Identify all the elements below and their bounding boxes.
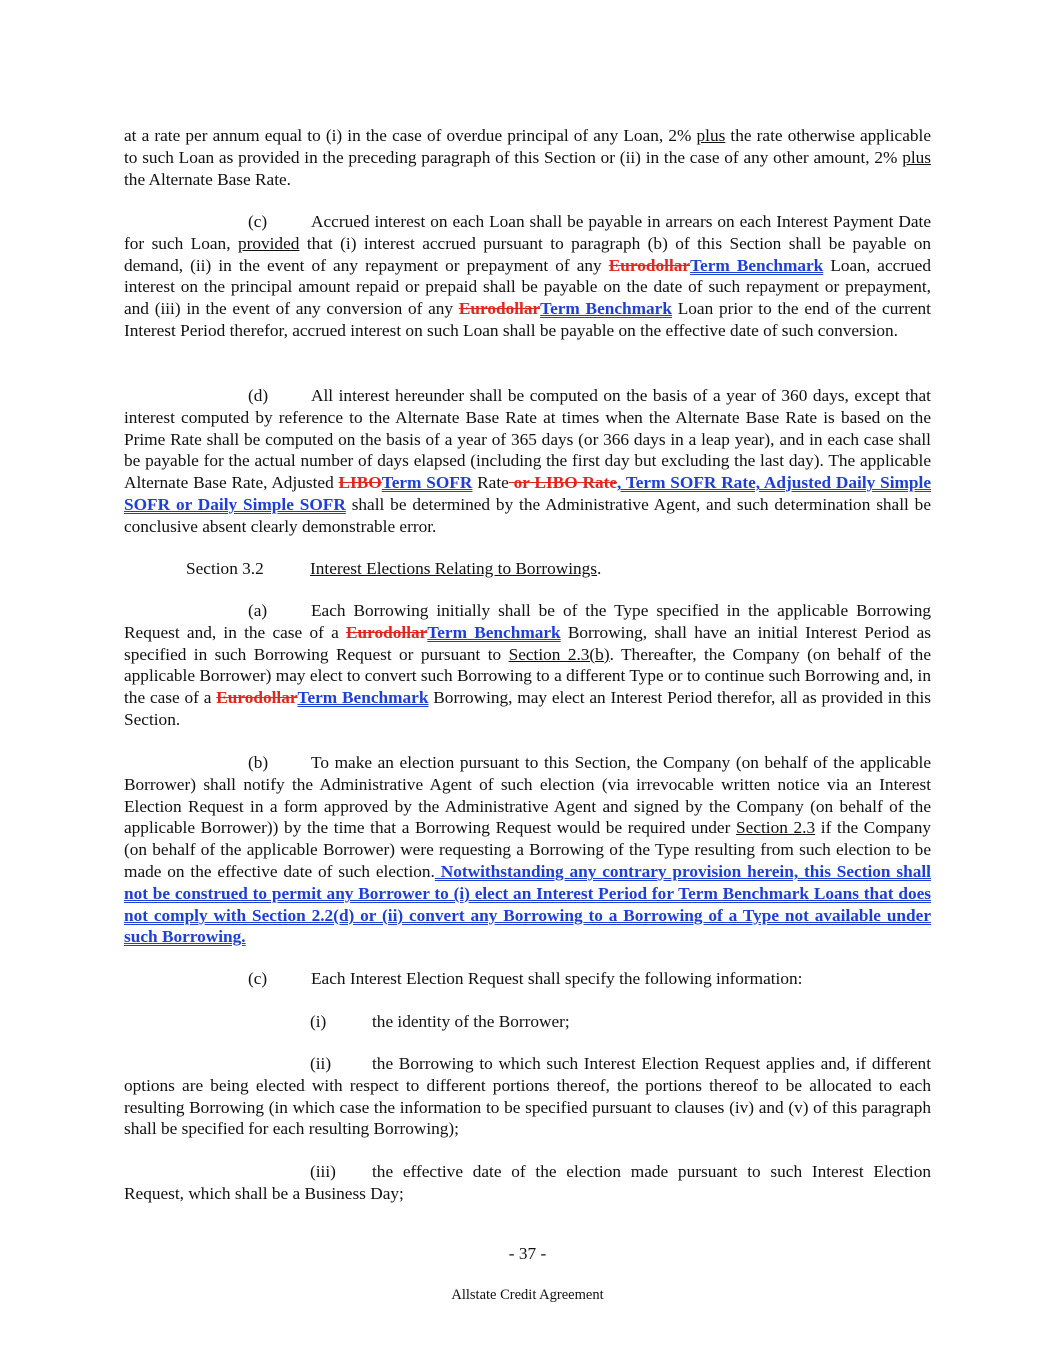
section-reference: Section 2.3 [736,818,816,838]
deleted-text: LIBO [338,473,382,493]
clause-label: (c) [248,969,268,988]
text: Each Interest Election Request shall specify the following information: [311,969,803,988]
text: All interest hereunder shall be computed on the basis of a year of 360 days, except that interest computed by reference to the Alternate Base Rate at times when the Alternate Base Rate is based on the Prime Rate shall be computed on the basis of a year of 365 days (or 366 days in a leap year), and in each case shall be payable for the actual number of days elapsed (including the first day but excluding the last day). The applicable Alternate Base Rate, Adjusted [124,386,931,493]
text: . [597,559,602,578]
clause-label: (a) [248,601,268,620]
text: Accrued interest on each Loan shall be payable in arrears on each Interest Payment Date for such Loan, [124,212,931,253]
text: Loan, accrued interest on the principal amount repaid or prepaid shall be payable on the date of such repayment or prepayment, and (iii) in the event of any conversion of any [124,255,931,319]
text: shall be determined by the Administrative Agent, and such determination shall be conclusive absent clearly demonstrable error. [124,494,931,536]
section-title: Interest Elections Relating to Borrowings [310,559,598,578]
inserted-text: Notwithstanding any contrary provision herein, this Section shall not be construed to permit any Borrower to (i) elect an Interest Period for Term Benchmark Loans that does not comply with Section 2.2(d) or (ii) convert any Borrowing to a Borrowing of a Type not available under such Borrowing. [124,861,931,947]
section-number: Section 3.2 [186,559,264,578]
clause-label: (d) [248,386,269,405]
text: the identity of the Borrower; [372,1012,570,1031]
text: Each Borrowing initially shall be of the Type specified in the applicable Borrowing Request and, in the case of a [124,601,931,642]
text: at a rate per annum equal to (i) in the case of overdue principal of any Loan, 2% [124,126,697,145]
paragraph-d-computation [124,385,931,538]
paragraph-default-interest [124,125,931,190]
clause-i [310,1011,570,1033]
text: the Alternate Base Rate. [124,169,291,189]
page-number: - 37 - [508,1244,547,1263]
deleted-text: Eurodollar [458,299,541,319]
inserted-text: Term Benchmark [297,688,429,708]
inserted-text: , Term SOFR Rate, Adjusted Daily Simple SOFR or Daily Simple SOFR [124,473,931,514]
clause-label: (iii) [310,1162,336,1181]
inserted-text: Term Benchmark [540,299,672,319]
plus-term: plus [696,126,726,145]
provided-term: provided [237,233,300,253]
text: if the Company (on behalf of the applicable Borrower) were requesting a Borrowing of the Type resulting from such election to be made on the effective date of such election. [124,818,931,881]
deleted-text: or LIBO Rate [508,473,618,493]
deleted-text: Eurodollar [216,688,298,708]
text: the effective date of the election made pursuant to such Interest Election Request, which shall be a Business Day; [124,1162,931,1203]
deleted-text: Eurodollar [346,622,428,642]
text: that (i) interest accrued pursuant to paragraph (b) of this Section shall be payable on demand, (ii) in the event of any repayment or prepayment of any [124,233,931,275]
text: To make an election pursuant to this Section, the Company (on behalf of the applicable Borrower) shall notify the Administrative Agent of such election (via irrevocable written notice via an Interest Election Request in a form approved by the Administrative Agent and signed by the Company (on behalf of the applicable Borrower)) by the time that a Borrowing Request would be required under [124,753,931,838]
section-reference: Section 2.3(b) [508,644,610,664]
text: Borrowing, may elect an Interest Period therefor, all as provided in this Section. [124,688,932,729]
document-title: Allstate Credit Agreement [451,1287,604,1303]
text: the Borrowing to which such Interest Election Request applies and, if different options are being elected with respect to different portions thereof, the portions thereof to be allocated to each resulting Borrowing (in which case the information to be specified pursuant to clauses (iv) and (v) of this paragraph shall be specified for each resulting Borrowing); [124,1054,931,1139]
text: Loan prior to the end of the current Interest Period therefor, accrued interest on such Loan shall be payable on the effective date of such conversion. [124,299,931,340]
clause-iii [124,1161,931,1205]
inserted-text: Term SOFR [381,473,473,493]
clause-label: (ii) [310,1054,332,1073]
plus-term: plus [902,147,931,167]
inserted-text: Term Benchmark [690,255,824,275]
section-heading [186,558,601,580]
inserted-text: Term Benchmark [427,622,561,642]
clause-ii [124,1053,931,1140]
clause-label: (c) [248,212,268,231]
text: . Thereafter, the Company (on behalf of the applicable Borrower) may elect to convert such Borrowing to a different Type or to continue such Borrowing and, in the case of a [124,644,931,708]
text: Borrowing, shall have an initial Interest Period as specified in such Borrowing Request or pursuant to [124,622,931,664]
paragraph-b-election [124,752,931,948]
text: Rate [472,473,509,493]
paragraph-c-election-request [124,968,931,990]
paragraph-c-accrued-interest [124,211,931,342]
deleted-text: Eurodollar [608,255,691,275]
clause-label: (i) [310,1012,327,1031]
text: the rate otherwise applicable to such Loan as provided in the preceding paragraph of this Section or (ii) in the case of any other amount, 2% [124,126,932,167]
clause-label: (b) [248,753,269,772]
paragraph-a-type [124,600,931,731]
